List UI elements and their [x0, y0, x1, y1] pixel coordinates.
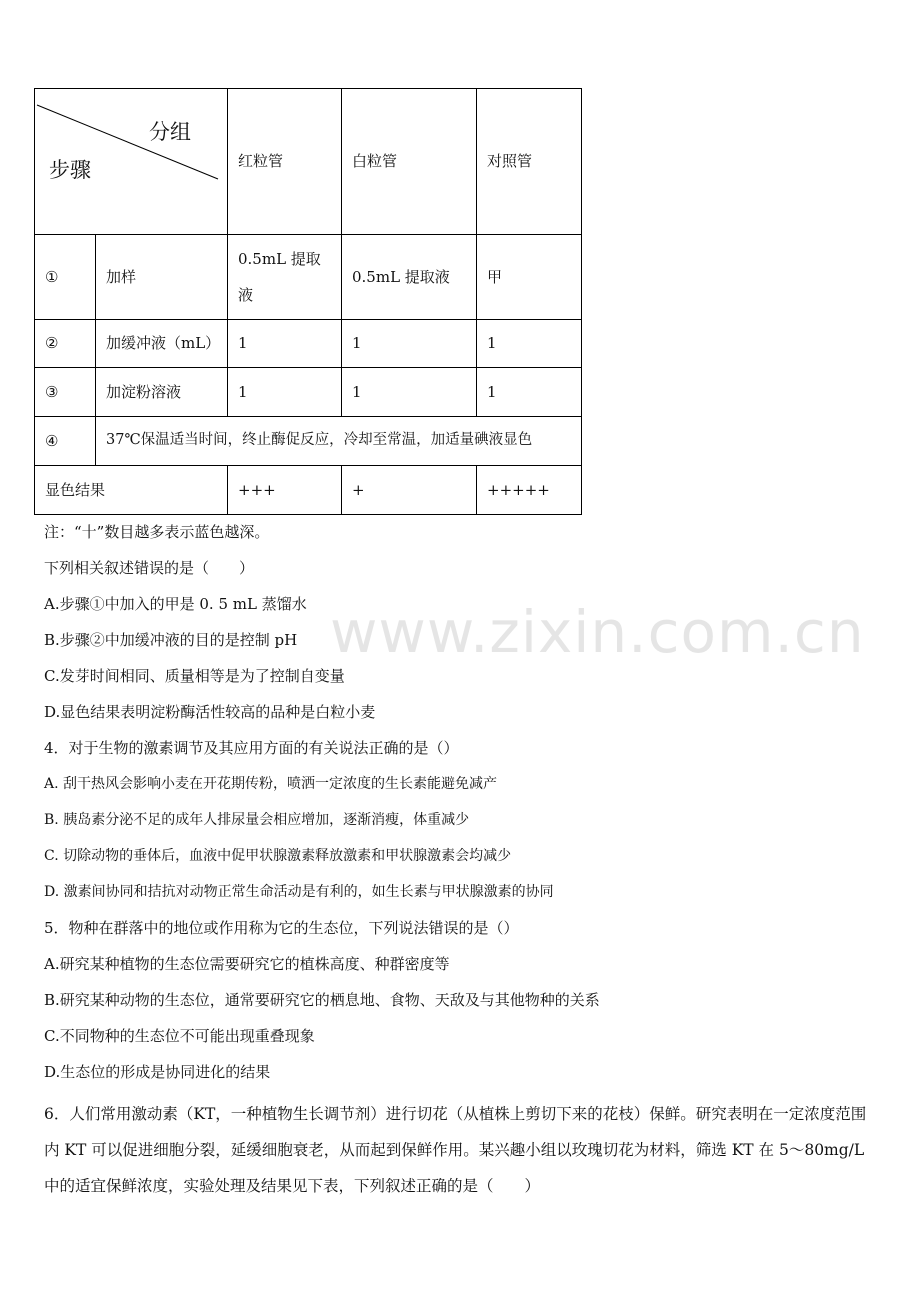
table-row — [35, 417, 582, 466]
option-c: C.发芽时间相同、质量相等是为了控制自变量 — [44, 667, 345, 685]
q5-option-a: A.研究某种植物的生态位需要研究它的植株高度、种群密度等 — [44, 955, 450, 973]
result-row — [35, 466, 582, 515]
table-note: 注：“十”数目越多表示蓝色越深。 — [44, 523, 270, 541]
option-b: B.步骤②中加缓冲液的目的是控制 pH — [44, 631, 298, 649]
table-cell: 0.5mL 提取液 — [342, 235, 477, 320]
table-header-row — [35, 89, 582, 235]
corner-label-step: 步骤 — [49, 158, 91, 182]
q5-option-c: C.不同物种的生态位不可能出现重叠现象 — [44, 1027, 315, 1045]
result-cell: +++++ — [477, 466, 582, 515]
table-cell: 1 — [228, 368, 342, 417]
col-header-white: 白粒管 — [342, 89, 477, 235]
step-name: 加样 — [96, 235, 228, 320]
table-row — [35, 368, 582, 417]
question-4-stem: 4．对于生物的激素调节及其应用方面的有关说法正确的是（） — [44, 739, 459, 757]
step-name: 加淀粉溶液 — [96, 368, 228, 417]
result-label: 显色结果 — [35, 466, 228, 515]
experiment-table — [34, 88, 582, 515]
result-cell: +++ — [228, 466, 342, 515]
step-name: 加缓冲液（mL） — [96, 320, 228, 368]
step-description: 37℃保温适当时间，终止酶促反应，冷却至常温，加适量碘液显色 — [96, 417, 582, 466]
step-number: ③ — [35, 368, 96, 417]
step-number: ② — [35, 320, 96, 368]
q4-option-d: D. 激素间协同和拮抗对动物正常生命活动是有利的，如生长素与甲状腺激素的协同 — [44, 884, 554, 900]
question-6-stem: 6．人们常用激动素（KT，一种植物生长调节剂）进行切花（从植株上剪切下来的花枝）保鲜。研究表明在一定浓度范围内 KT 可以促进细胞分裂，延缓细胞衰老，从而起到保鲜作用。某兴趣小组以玫瑰切花为材料，筛选 KT 在 5～80mg/L 中的适宜保鲜浓度，实验处理及结果见下表，下列叙述正确的是（ ） — [44, 1105, 867, 1195]
q4-option-c: C. 切除动物的垂体后，血液中促甲状腺激素释放激素和甲状腺激素会均减少 — [44, 848, 512, 864]
question-stem: 下列相关叙述错误的是（ ） — [44, 559, 255, 577]
corner-label-group: 分组 — [149, 120, 191, 144]
col-header-control: 对照管 — [477, 89, 582, 235]
table-cell: 1 — [342, 368, 477, 417]
table-cell: 1 — [477, 368, 582, 417]
table-cell: 1 — [228, 320, 342, 368]
table-cell: 1 — [477, 320, 582, 368]
step-number: ① — [35, 235, 96, 320]
option-a: A.步骤①中加入的甲是 0. 5 mL 蒸馏水 — [44, 595, 307, 613]
table-cell: 0.5mL 提取液 — [228, 235, 342, 320]
option-d: D.显色结果表明淀粉酶活性较高的品种是白粒小麦 — [44, 703, 376, 721]
table-row — [35, 235, 582, 320]
table-cell: 1 — [342, 320, 477, 368]
result-cell: + — [342, 466, 477, 515]
watermark: www.zixin.com.cn — [330, 598, 865, 666]
q4-option-b: B. 胰岛素分泌不足的成年人排尿量会相应增加，逐渐消瘦，体重减少 — [44, 812, 470, 828]
q5-option-d: D.生态位的形成是协同进化的结果 — [44, 1063, 271, 1081]
question-text — [44, 520, 884, 1204]
q4-option-a: A. 刮干热风会影响小麦在开花期传粉，喷洒一定浓度的生长素能避免减产 — [44, 776, 498, 792]
table-corner-cell — [35, 89, 228, 235]
table-row — [35, 320, 582, 368]
col-header-red: 红粒管 — [228, 89, 342, 235]
table-cell: 甲 — [477, 235, 582, 320]
q5-option-b: B.研究某种动物的生态位，通常要研究它的栖息地、食物、天敌及与其他物种的关系 — [44, 991, 600, 1009]
step-number: ④ — [35, 417, 96, 466]
question-5-stem: 5．物种在群落中的地位或作用称为它的生态位，下列说法错误的是（） — [44, 919, 519, 937]
